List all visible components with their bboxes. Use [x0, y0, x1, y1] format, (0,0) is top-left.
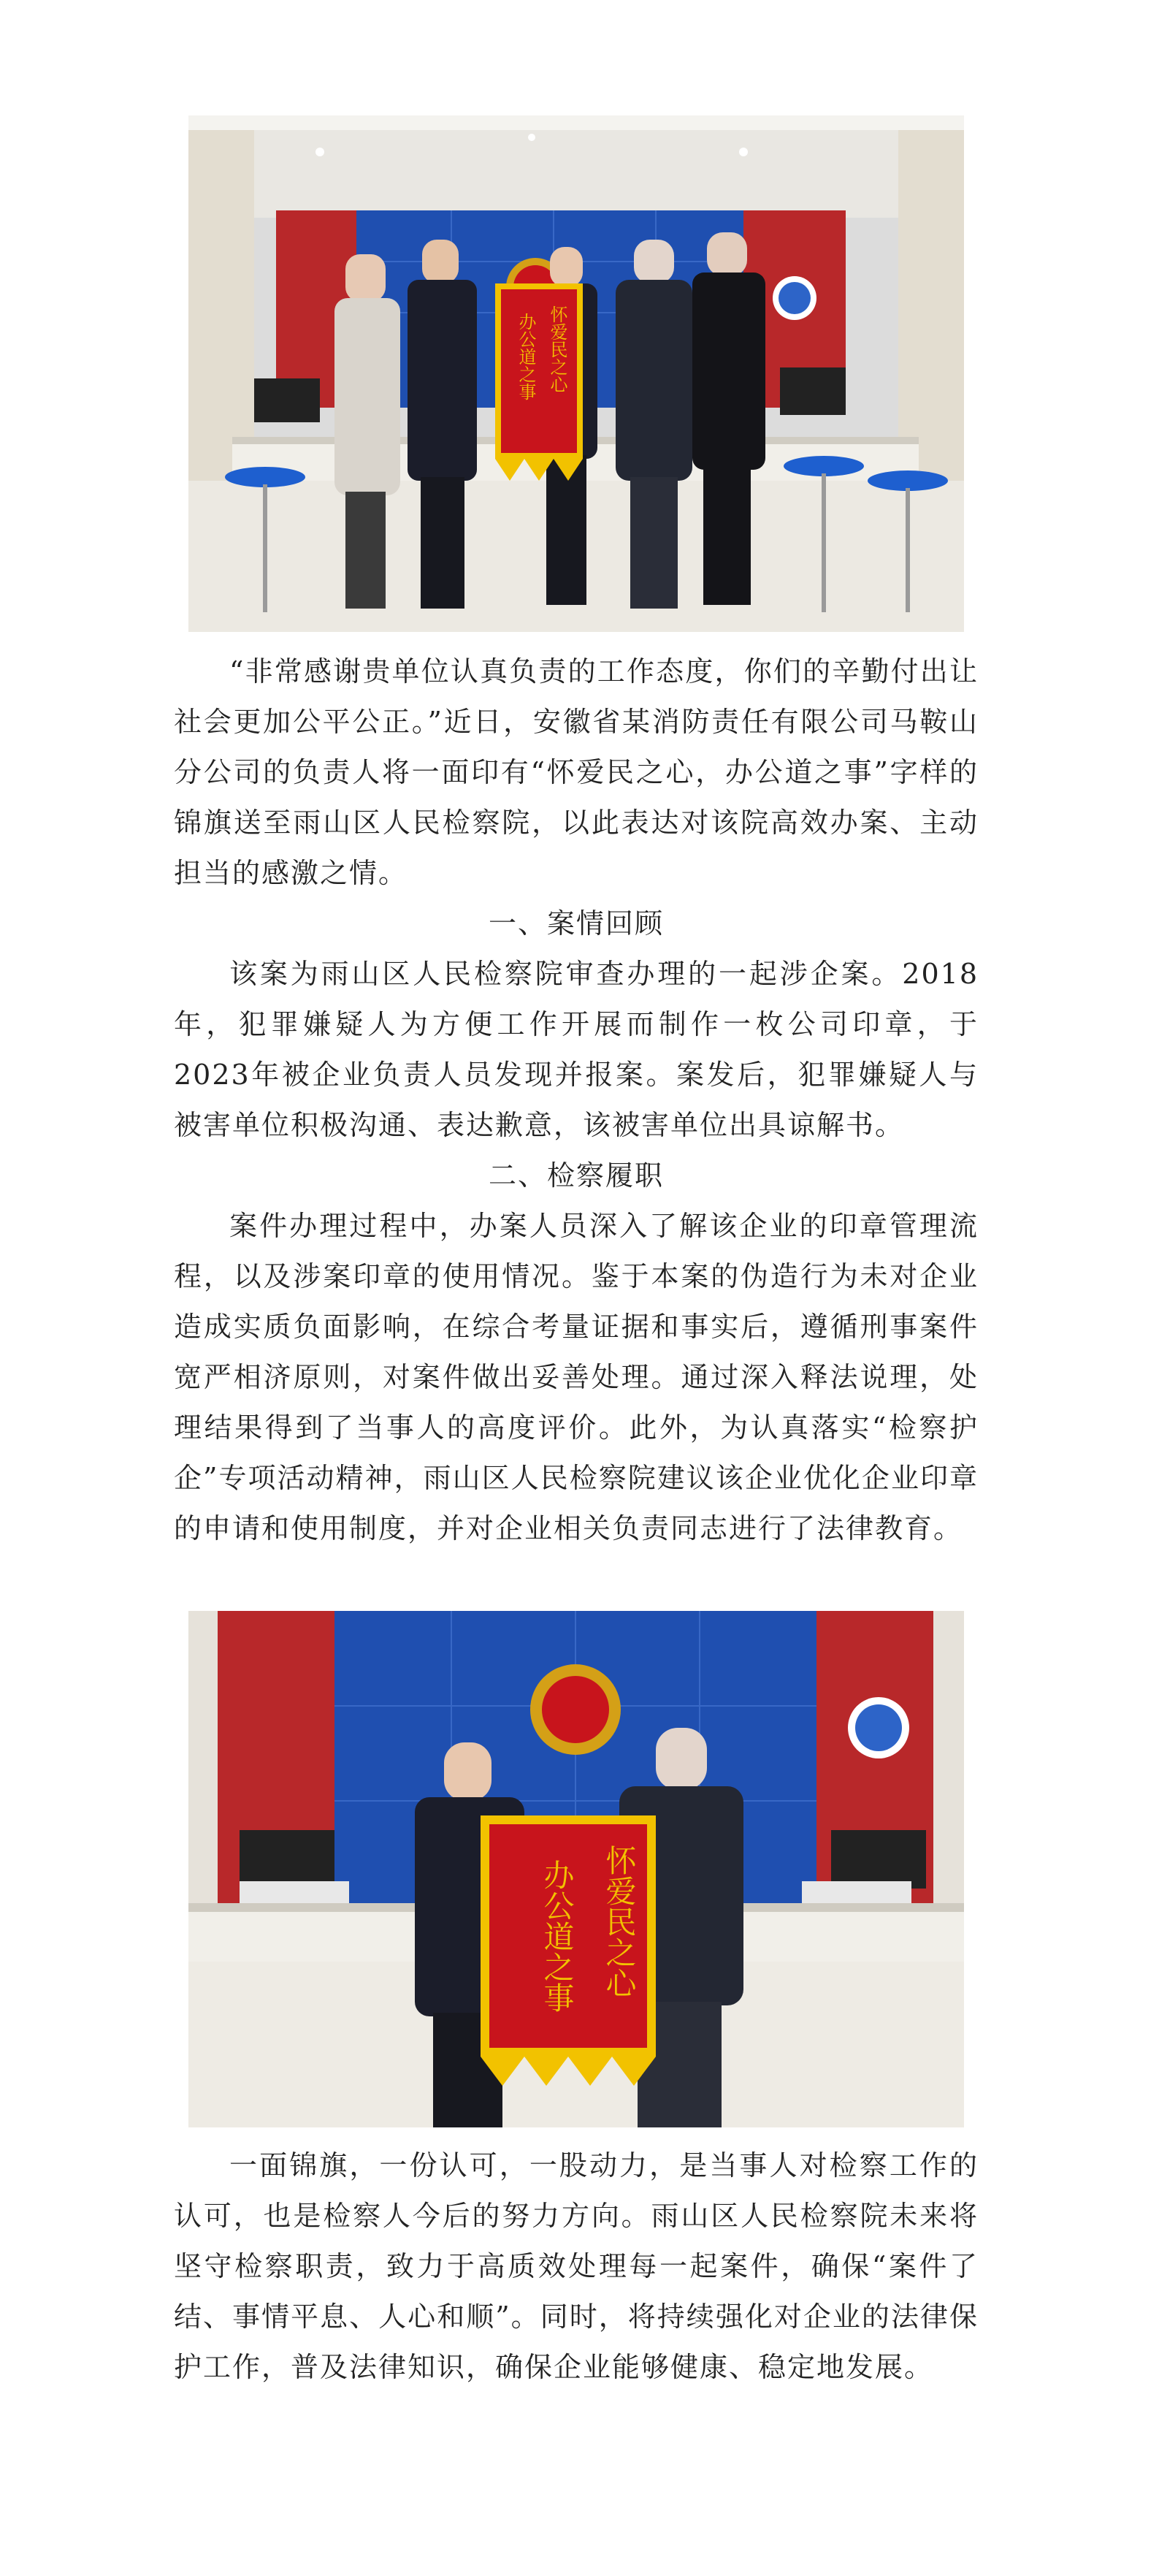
- photo-illustration: [188, 1611, 964, 2127]
- section-title-case-review: 一、案情回顾: [488, 907, 664, 940]
- banner-text-right: 怀爱民之心: [547, 305, 567, 393]
- case-review-paragraph: 该案为雨山区人民检察院审查办理的一起涉企案。2018年，犯罪嫌疑人为方便工作开展而制作一枚公司印章，于2023年被企业负责人员发现并报案。案发后，犯罪嫌疑人与被害单位积极沟通、表达歉意，该被害单位出具谅解书。: [174, 958, 979, 1141]
- photo-banner-presentation-group: [188, 115, 964, 632]
- procuratorial-duty-paragraph: 案件办理过程中，办案人员深入了解该企业的印章管理流程，以及涉案印章的使用情况。鉴于本案的伪造行为未对企业造成实质负面影响，在综合考量证据和事实后，遵循刑事案件宽严相济原则，对案件做出妥善处理。通过深入释法说理，处理结果得到了当事人的高度评价。此外，为认真落实“检察护企”专项活动精神，雨山区人民检察院建议该企业优化企业印章的申请和使用制度，并对企业相关负责同志进行了法律教育。: [174, 1210, 979, 1544]
- section-title-procuratorial-duty: 二、检察履职: [488, 1159, 664, 1192]
- banner-text-left: 办公道之事: [516, 313, 536, 400]
- intro-paragraph: “非常感谢贵单位认真负责的工作态度，你们的辛勤付出让社会更加公平公正。”近日，安徽省某消防责任有限公司马鞍山分公司的负责人将一面印有“怀爱民之心，办公道之事”字样的锦旗送至雨山区人民检察院，以此表达对该院高效办案、主动担当的感激之情。: [174, 655, 979, 889]
- photo-banner-presentation-pair: [188, 1611, 964, 2127]
- banner-text-left: 办公道之事: [539, 1859, 575, 2013]
- closing-paragraph: 一面锦旗，一份认可，一股动力，是当事人对检察工作的认可，也是检察人今后的努力方向。雨山区人民检察院未来将坚守检察职责，致力于高质效处理每一起案件，确保“案件了结、事情平息、人心和顺”。同时，将持续强化对企业的法律保护工作，普及法律知识，确保企业能够健康、稳定地发展。: [174, 2149, 979, 2383]
- banner-text-right: 怀爱民之心: [601, 1845, 638, 1998]
- photo-illustration: [188, 115, 964, 632]
